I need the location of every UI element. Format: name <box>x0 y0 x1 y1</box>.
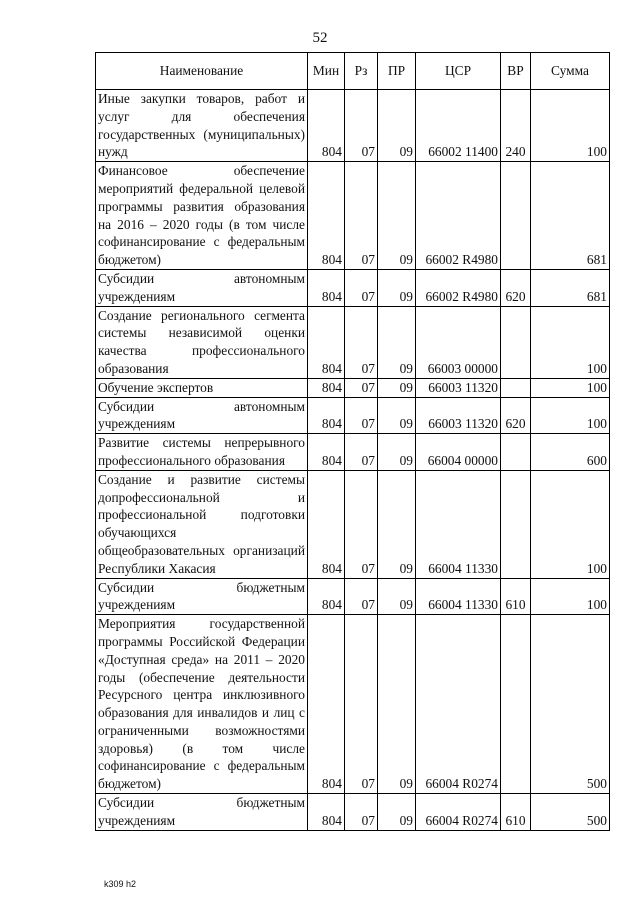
row-name: Субсидии бюджетным учреждениям <box>96 794 308 831</box>
table-row <box>96 470 610 578</box>
row-rz: 07 <box>345 269 378 306</box>
row-vr <box>501 470 531 578</box>
row-rz: 07 <box>345 306 378 378</box>
column-header-rz: Рз <box>345 53 378 90</box>
row-rz: 07 <box>345 162 378 270</box>
table-row <box>96 378 610 397</box>
row-min: 804 <box>308 90 345 162</box>
table-row <box>96 794 610 831</box>
row-name: Создание регионального сегмента системы независимой оценки качества профессионального образования <box>96 306 308 378</box>
row-pr: 09 <box>378 397 416 434</box>
row-csr: 66004 R0274 <box>416 794 501 831</box>
row-rz: 07 <box>345 434 378 471</box>
row-min: 804 <box>308 578 345 615</box>
row-rz: 07 <box>345 470 378 578</box>
table-row <box>96 90 610 162</box>
row-min: 804 <box>308 794 345 831</box>
column-header-min: Мин <box>308 53 345 90</box>
row-vr <box>501 162 531 270</box>
row-vr <box>501 615 531 794</box>
row-rz: 07 <box>345 578 378 615</box>
column-header-pr: ПР <box>378 53 416 90</box>
footer-code: k309 h2 <box>104 879 137 889</box>
row-name: Мероприятия государственной программы Российской Федерации «Доступная среда» на 2011 – 2020 годы (обеспечение деятельности Ресурсного центра инклюзивного образования для инвалидов и лиц с ограниченными возможностями здоровья) (в том числе софинансирование с федеральным бюджетом) <box>96 615 308 794</box>
row-sum: 681 <box>531 162 610 270</box>
row-vr <box>501 306 531 378</box>
row-min: 804 <box>308 306 345 378</box>
column-header-sum: Сумма <box>531 53 610 90</box>
row-csr: 66003 00000 <box>416 306 501 378</box>
row-rz: 07 <box>345 90 378 162</box>
row-pr: 09 <box>378 434 416 471</box>
row-rz: 07 <box>345 615 378 794</box>
row-sum: 100 <box>531 90 610 162</box>
row-csr: 66003 11320 <box>416 378 501 397</box>
table-header-row <box>96 53 610 90</box>
row-min: 804 <box>308 162 345 270</box>
row-pr: 09 <box>378 306 416 378</box>
row-vr: 620 <box>501 269 531 306</box>
row-vr: 610 <box>501 578 531 615</box>
row-sum: 100 <box>531 378 610 397</box>
table-row <box>96 615 610 794</box>
row-min: 804 <box>308 269 345 306</box>
table-row <box>96 306 610 378</box>
page-number: 52 <box>312 30 328 46</box>
row-csr: 66004 R0274 <box>416 615 501 794</box>
row-csr: 66002 R4980 <box>416 162 501 270</box>
row-csr: 66003 11320 <box>416 397 501 434</box>
table-row <box>96 269 610 306</box>
row-sum: 100 <box>531 578 610 615</box>
row-pr: 09 <box>378 269 416 306</box>
row-min: 804 <box>308 397 345 434</box>
row-name: Субсидии автономным учреждениям <box>96 397 308 434</box>
row-pr: 09 <box>378 162 416 270</box>
row-name: Иные закупки товаров, работ и услуг для обеспечения государственных (муниципальных) нужд <box>96 90 308 162</box>
column-header-name: Наименование <box>96 53 308 90</box>
table-row <box>96 578 610 615</box>
row-csr: 66004 11330 <box>416 578 501 615</box>
row-pr: 09 <box>378 794 416 831</box>
row-min: 804 <box>308 378 345 397</box>
row-name: Субсидии автономным учреждениям <box>96 269 308 306</box>
table-row <box>96 434 610 471</box>
row-sum: 681 <box>531 269 610 306</box>
row-vr <box>501 378 531 397</box>
row-sum: 100 <box>531 397 610 434</box>
row-csr: 66002 11400 <box>416 90 501 162</box>
row-csr: 66002 R4980 <box>416 269 501 306</box>
row-rz: 07 <box>345 397 378 434</box>
row-sum: 100 <box>531 470 610 578</box>
table-row <box>96 162 610 270</box>
row-min: 804 <box>308 470 345 578</box>
row-pr: 09 <box>378 470 416 578</box>
row-vr <box>501 434 531 471</box>
row-vr: 240 <box>501 90 531 162</box>
row-name: Развитие системы непрерывного профессионального образования <box>96 434 308 471</box>
row-name: Обучение экспертов <box>96 378 308 397</box>
row-pr: 09 <box>378 615 416 794</box>
column-header-csr: ЦСР <box>416 53 501 90</box>
row-sum: 600 <box>531 434 610 471</box>
row-sum: 500 <box>531 794 610 831</box>
row-min: 804 <box>308 615 345 794</box>
row-name: Создание и развитие системы допрофессиональной и профессиональной подготовки обучающихся общеобразовательных организаций Республики Хакасия <box>96 470 308 578</box>
row-csr: 66004 00000 <box>416 434 501 471</box>
row-name: Финансовое обеспечение мероприятий федеральной целевой программы развития образования на 2016 – 2020 годы (в том числе софинансирование с федеральным бюджетом) <box>96 162 308 270</box>
row-sum: 100 <box>531 306 610 378</box>
row-vr: 620 <box>501 397 531 434</box>
budget-table <box>95 52 610 831</box>
row-pr: 09 <box>378 378 416 397</box>
column-header-vr: ВР <box>501 53 531 90</box>
table-row <box>96 397 610 434</box>
row-rz: 07 <box>345 794 378 831</box>
row-vr: 610 <box>501 794 531 831</box>
row-rz: 07 <box>345 378 378 397</box>
row-name: Субсидии бюджетным учреждениям <box>96 578 308 615</box>
row-pr: 09 <box>378 90 416 162</box>
row-csr: 66004 11330 <box>416 470 501 578</box>
row-min: 804 <box>308 434 345 471</box>
row-pr: 09 <box>378 578 416 615</box>
row-sum: 500 <box>531 615 610 794</box>
